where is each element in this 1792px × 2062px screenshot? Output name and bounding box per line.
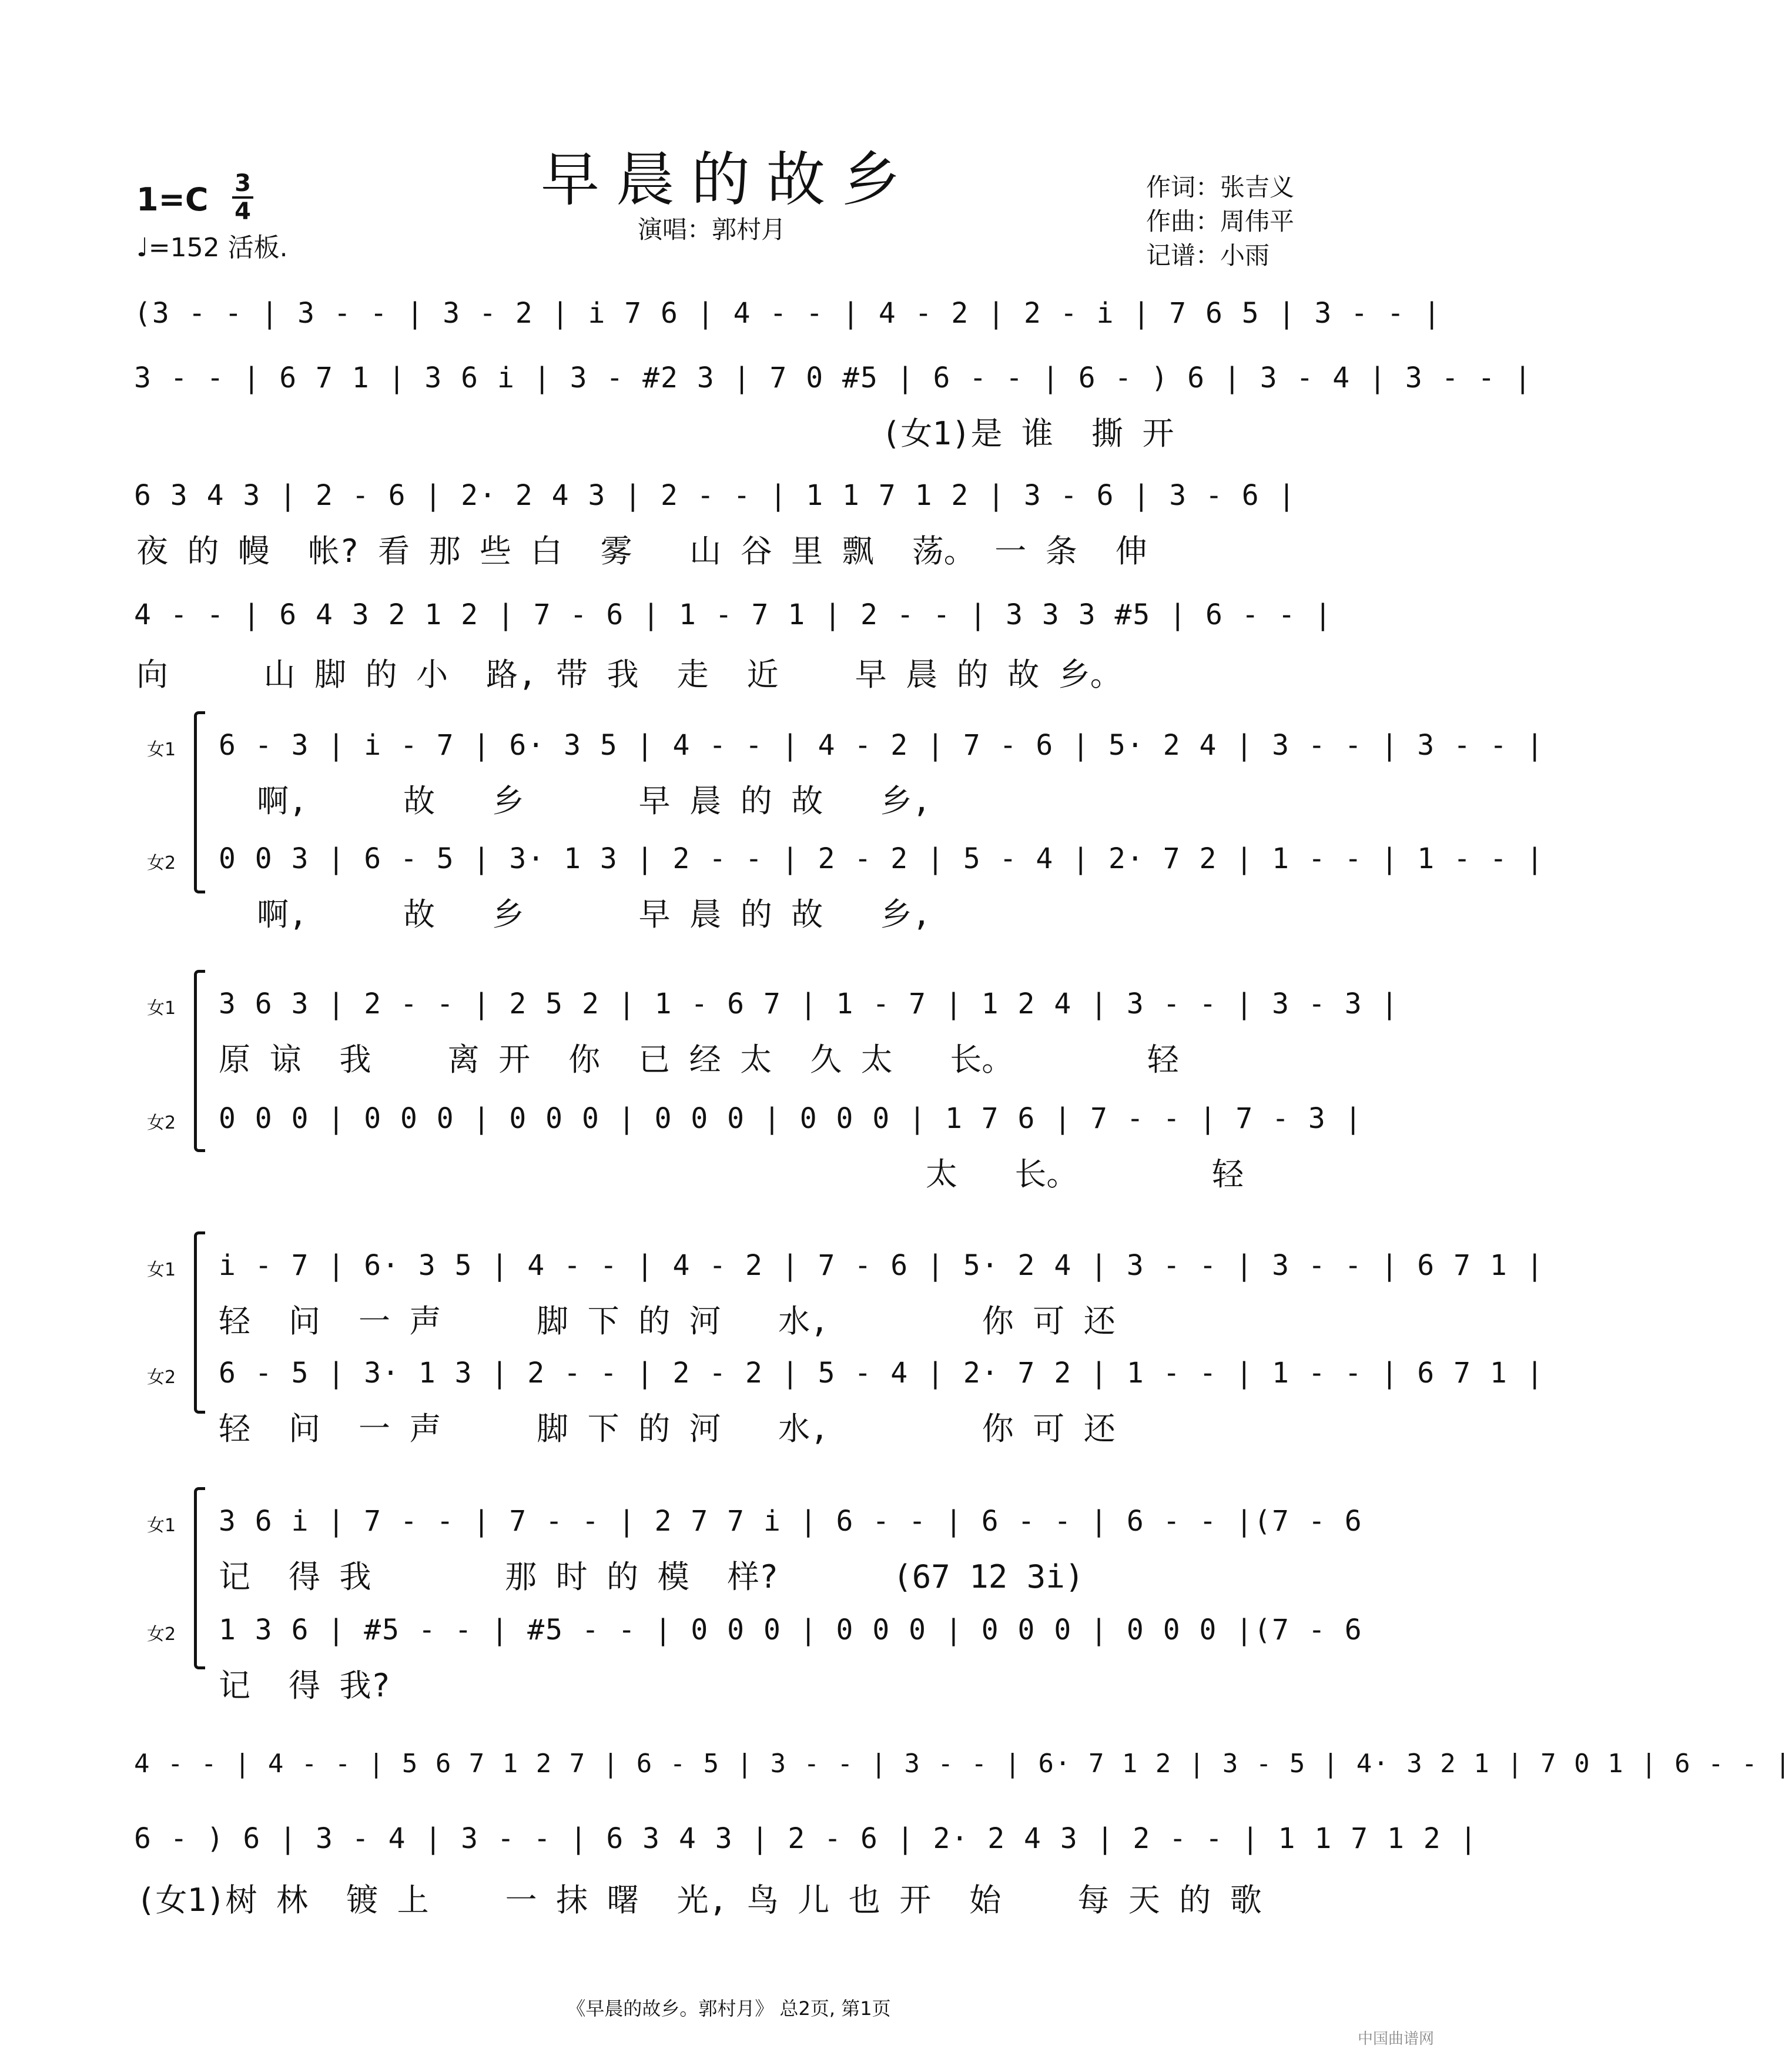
system1-voice1-lyric: 啊, 故 乡 早 晨 的 故 乡, [219, 782, 932, 819]
score-line-1: (3 - - | 3 - - | 3 - 2 | i 7 6 | 4 - - | 4 - 2 | 2 - i | 7 6 5 | 3 - - | [134, 297, 1442, 330]
voice-label: 女2 [147, 853, 176, 873]
lyric-line-2: (女1)是 谁 撕 开 [136, 415, 1174, 452]
system-brace [194, 970, 205, 1152]
system2-voice2: 0 0 0 | 0 0 0 | 0 0 0 | 0 0 0 | 0 0 0 | 1 7 6 | 7 - - | 7 - 3 | [219, 1102, 1363, 1135]
score-line-10: 6 - ) 6 | 3 - 4 | 3 - - | 6 3 4 3 | 2 - 6 | 2· 2 4 3 | 2 - - | 1 1 7 1 2 | [134, 1822, 1478, 1855]
system3-voice2-lyric: 轻 问 一 声 脚 下 的 河 水, 你 可 还 [219, 1410, 1116, 1447]
performer: 演唱：郭村月 [638, 215, 786, 244]
voice-label: 女2 [147, 1624, 176, 1645]
system1-voice1: 6 - 3 | i - 7 | 6· 3 5 | 4 - - | 4 - 2 | 7 - 6 | 5· 2 4 | 3 - - | 3 - - | [219, 729, 1545, 762]
system1-voice2-lyric: 啊, 故 乡 早 晨 的 故 乡, [219, 896, 932, 933]
system2-voice1-lyric: 原 谅 我 离 开 你 已 经 太 久 太 长。 轻 [219, 1041, 1179, 1078]
tempo-marking: ♩=152 活板. [136, 233, 288, 263]
lyric-line-10: (女1)树 林 镀 上 一 抹 曙 光, 鸟 儿 也 开 始 每 天 的 歌 [136, 1882, 1262, 1919]
composer: 作曲：周伟平 [1146, 207, 1295, 236]
voice-label: 女1 [147, 998, 176, 1019]
time-top: 3 [235, 170, 251, 197]
lyricist: 作词：张吉义 [1146, 173, 1295, 202]
voice-label: 女1 [147, 739, 176, 760]
system3-voice2: 6 - 5 | 3· 1 3 | 2 - - | 2 - 2 | 5 - 4 | 2· 7 2 | 1 - - | 1 - - | 6 7 1 | [219, 1357, 1545, 1390]
score-line-2: 3 - - | 6 7 1 | 3 6 i | 3 - #2 3 | 7 0 #5 | 6 - - | 6 - ) 6 | 3 - 4 | 3 - - | [134, 361, 1533, 394]
score-line-9: 4 - - | 4 - - | 5 6 7 1 2 7 | 6 - 5 | 3 - - | 3 - - | 6· 7 1 2 | 3 - 5 | 4· 3 2 1 | 7 0 1 | 6 - - | [134, 1749, 1792, 1779]
score-line-4: 4 - - | 6 4 3 2 1 2 | 7 - 6 | 1 - 7 1 | 2 - - | 3 3 3 #5 | 6 - - | [134, 598, 1333, 631]
lyric-line-3: 夜 的 幔 帐? 看 那 些 白 雾 山 谷 里 飘 荡。 一 条 伸 [136, 533, 1147, 570]
system4-voice1: 3 6 i | 7 - - | 7 - - | 2 7 7 i | 6 - - | 6 - - | 6 - - |(7 - 6 [219, 1505, 1363, 1538]
site-logo: 中国曲谱网 [1357, 2030, 1434, 2048]
time-signature [232, 172, 253, 223]
system-brace [194, 1487, 205, 1669]
system-brace [194, 711, 205, 893]
system3-voice1: i - 7 | 6· 3 5 | 4 - - | 4 - 2 | 7 - 6 | 5· 2 4 | 3 - - | 3 - - | 6 7 1 | [219, 1249, 1545, 1282]
system2-voice1: 3 6 3 | 2 - - | 2 5 2 | 1 - 6 7 | 1 - 7 | 1 2 4 | 3 - - | 3 - 3 | [219, 988, 1399, 1020]
voice-label: 女2 [147, 1113, 176, 1133]
system4-voice2: 1 3 6 | #5 - - | #5 - - | 0 0 0 | 0 0 0 | 0 0 0 | 0 0 0 |(7 - 6 [219, 1614, 1363, 1646]
system2-voice2-lyric: 太 长。 轻 [219, 1156, 1244, 1193]
system1-voice2: 0 0 3 | 6 - 5 | 3· 1 3 | 2 - - | 2 - 2 | 5 - 4 | 2· 7 2 | 1 - - | 1 - - | [219, 842, 1545, 875]
credits [1146, 170, 1294, 273]
score-line-3: 6 3 4 3 | 2 - 6 | 2· 2 4 3 | 2 - - | 1 1 7 1 2 | 3 - 6 | 3 - 6 | [134, 479, 1297, 512]
page-footer: 《早晨的故乡。郭村月》 总2页, 第1页 [567, 1997, 891, 2020]
transcriber: 记谱：小雨 [1146, 241, 1270, 270]
voice-label: 女1 [147, 1260, 176, 1280]
time-bottom: 4 [235, 198, 251, 225]
system-brace [194, 1231, 205, 1414]
voice-label: 女2 [147, 1367, 176, 1388]
key-signature: 1=C [136, 181, 209, 218]
voice-label: 女1 [147, 1515, 176, 1536]
song-title: 早晨的故乡 [541, 145, 917, 214]
lyric-line-4: 向 山 脚 的 小 路, 带 我 走 近 早 晨 的 故 乡。 [136, 656, 1122, 693]
system3-voice1-lyric: 轻 问 一 声 脚 下 的 河 水, 你 可 还 [219, 1303, 1116, 1340]
system4-voice1-lyric: 记 得 我 那 时 的 模 样? (67 12 3i) [219, 1558, 1084, 1595]
system4-voice2-lyric: 记 得 我? [219, 1667, 391, 1704]
